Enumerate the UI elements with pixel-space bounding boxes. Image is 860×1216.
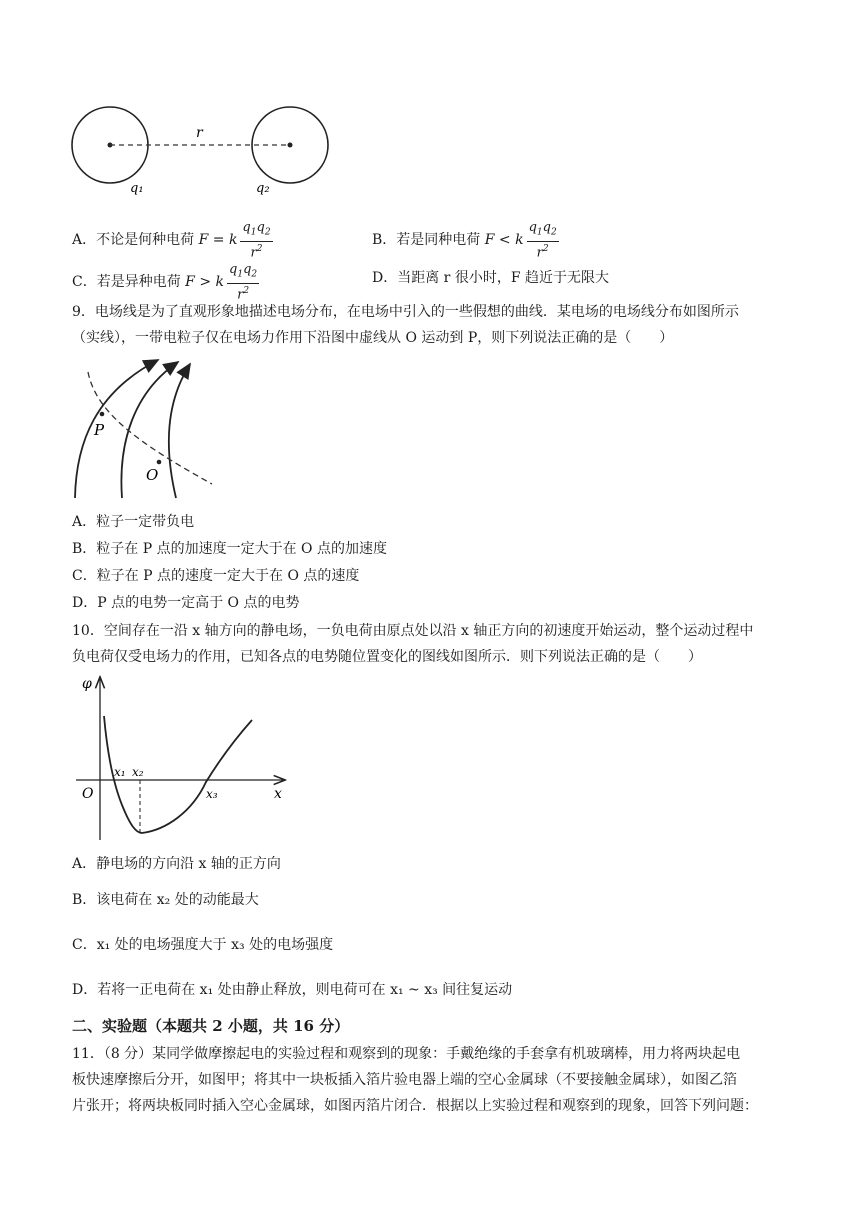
q10-option-a[interactable]: A．静电场的方向沿 x 轴的正方向 [72,856,281,872]
q1-label: q₁ [130,181,144,196]
q10-option-b[interactable]: B．该电荷在 x₂ 处的动能最大 [72,892,259,908]
q9-option-d[interactable]: D．P 点的电势一定高于 O 点的电势 [72,595,300,611]
q2-label: q₂ [256,181,270,196]
x3-label: x₃ [206,787,218,801]
q8-option-c[interactable]: C．若是异种电荷 F > k $\frac{q_1q_2}{r^2}$ [72,262,258,302]
x2-label: x₂ [132,765,144,779]
point-o-label: O [146,466,159,484]
q8-option-d[interactable]: D．当距离 r 很小时，F 趋近于无限大 [372,270,609,286]
x-axis-label: x [274,786,282,802]
x1-label: x₁ [114,765,126,779]
q10-stem-line1: 10．空间存在一沿 x 轴方向的静电场，一负电荷由原点处以沿 x 轴正方向的初速度开始运动，整个运动过程中 [72,623,754,639]
q10-option-d[interactable]: D．若将一正电荷在 x₁ 处由静止释放，则电荷可在 x₁ ~ x₃ 间往复运动 [72,982,513,998]
two-charges-figure [66,104,338,204]
point-p-label: P [94,421,105,439]
potential-graph-figure [74,670,290,846]
q8-option-a[interactable]: A．不论是何种电荷 F = k $\frac{q_1q_2}{r^2}$ [72,220,271,260]
origin-label: O [82,786,94,802]
q9-option-c[interactable]: C．粒子在 P 点的速度一定大于在 O 点的速度 [72,568,360,584]
q10-option-c[interactable]: C．x₁ 处的电场强度大于 x₃ 处的电场强度 [72,937,334,953]
q9-option-b[interactable]: B．粒子在 P 点的加速度一定大于在 O 点的加速度 [72,541,387,557]
q11-line2: 板快速摩擦后分开，如图甲；将其中一块板插入箔片验电器上端的空心金属球（不要接触金属球），如图乙箔 [72,1072,737,1088]
field-lines-figure [66,352,226,504]
q8-option-b[interactable]: B．若是同种电荷 F < k $\frac{q_1q_2}{r^2}$ [372,220,557,260]
q10-stem-line2: 负电荷仅受电场力的作用，已知各点的电势随位置变化的图线如图所示．则下列说法正确的是（ ） [72,649,702,665]
q11-line3: 片张开；将两块板同时插入空心金属球，如图丙箔片闭合．根据以上实验过程和观察到的现象，回答下列问题： [72,1098,758,1114]
phi-axis-label: φ [82,676,92,692]
q9-option-a[interactable]: A．粒子一定带负电 [72,514,195,530]
q11-line1: 11．（8 分）某同学做摩擦起电的实验过程和观察到的现象：手戴绝缘的手套拿有机玻璃棒，用力将两块起电 [72,1046,741,1062]
section-heading: 二、实验题（本题共 2 小题，共 16 分） [72,1017,350,1035]
q9-stem-line1: 9．电场线是为了直观形象地描述电场分布，在电场中引入的一些假想的曲线．某电场的电场线分布如图所示 [72,304,739,320]
r-label: r [196,125,203,141]
q9-stem-line2: （实线），一带电粒子仅在电场力作用下沿图中虚线从 O 运动到 P，则下列说法正确的是（ ） [72,330,674,346]
